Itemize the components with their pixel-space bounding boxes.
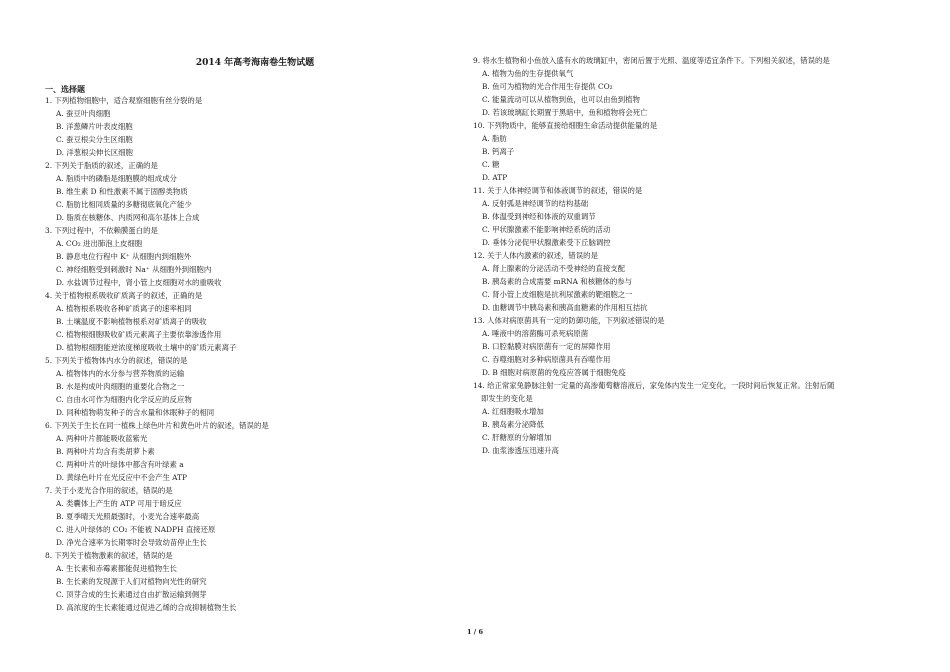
question-stem: 8. 下列关于植物激素的叙述，错误的是 xyxy=(45,550,173,560)
question-stem: 14. 给正常家兔静脉注射一定量的高渗葡萄糖溶液后，家兔体内发生一定变化，一段时间后恢复正常。注射后随 xyxy=(473,380,835,390)
answer-option: C. 进入叶绿体的 CO₂ 不能被 NADPH 直接还原 xyxy=(56,524,216,534)
answer-option: A. 脂质中的磷脂是细胞膜的组成成分 xyxy=(56,173,177,183)
answer-option: B. 洋葱鳞片叶表皮细胞 xyxy=(56,121,133,131)
question-stem: 13. 人体对病原菌具有一定的防御功能，下列叙述错误的是 xyxy=(473,315,665,325)
answer-option: A. 两种叶片都能吸收蓝紫光 xyxy=(56,433,148,443)
answer-option: B. 胰岛素分泌降低 xyxy=(482,419,544,429)
answer-option: A. 类囊体上产生的 ATP 可用于暗反应 xyxy=(56,498,182,508)
question-stem: 11. 关于人体神经调节和体液调节的叙述，错误的是 xyxy=(473,185,643,195)
answer-option: C. 顶芽合成的生长素通过自由扩散运输到侧芽 xyxy=(56,589,207,599)
question-stem: 4. 关于植物根系吸收矿质离子的叙述，正确的是 xyxy=(45,290,203,300)
answer-option: A. 蚕豆叶肉细胞 xyxy=(56,108,111,118)
section-heading: 一、选择题 xyxy=(45,84,85,94)
answer-option: D. 同种植物萌发种子的含水量和休眠种子的相同 xyxy=(56,407,215,417)
answer-option: D. 水盐调节过程中，肾小管上皮细胞对水的重吸收 xyxy=(56,277,222,287)
answer-option: A. 肾上腺素的分泌活动不受神经的直接支配 xyxy=(482,263,626,273)
question-stem: 6. 下列关于生长在同一植株上绿色叶片和黄色叶片的叙述，错误的是 xyxy=(45,420,269,430)
answer-option: B. 土壤温度不影响植物根系对矿质离子的吸收 xyxy=(56,316,207,326)
answer-option: D. 脂质在核糖体、内质网和高尔基体上合成 xyxy=(56,212,200,222)
question-stem: 10. 下列物质中，能够直接给细胞生命活动提供能量的是 xyxy=(473,120,658,130)
answer-option: C. 脂肪比相同质量的多糖彻底氧化产能少 xyxy=(56,199,192,209)
answer-option: A. CO₂ 进出肺泡上皮细胞 xyxy=(56,238,143,248)
answer-option: C. 自由水可作为细胞内化学反应的反应物 xyxy=(56,394,192,404)
question-stem: 2. 下列关于脂质的叙述，正确的是 xyxy=(45,160,158,170)
answer-option: A. 反射弧是神经调节的结构基础 xyxy=(482,198,589,208)
answer-option: D. 净光合速率为长期零时会导致幼苗停止生长 xyxy=(56,537,207,547)
answer-option: D. 垂体分泌促甲状腺激素受下丘脑调控 xyxy=(482,237,611,247)
answer-option: C. 甲状腺激素不能影响神经系统的活动 xyxy=(482,224,611,234)
answer-option: C. 能量流动可以从植物到鱼，也可以由鱼到植物 xyxy=(482,94,640,104)
question-stem: 7. 关于小麦光合作用的叙述，错误的是 xyxy=(45,485,173,495)
answer-option: B. 夏季晴天光照最强时，小麦光合速率最高 xyxy=(56,511,200,521)
document-title: 2014 年高考海南卷生物试题 xyxy=(195,58,315,68)
answer-option: D. 植物根细胞能逆浓度梯度吸收土壤中的矿质元素离子 xyxy=(56,342,237,352)
answer-option: A. 植物体内的水分参与营养物质的运输 xyxy=(56,368,185,378)
answer-option: C. 糖 xyxy=(482,159,500,169)
answer-option: C. 吞噬细胞对多种病原菌具有吞噬作用 xyxy=(482,354,611,364)
page-number: 1 / 6 xyxy=(467,628,483,636)
answer-option: B. 口腔黏膜对病原菌有一定的屏障作用 xyxy=(482,341,611,351)
answer-option: B. 静息电位行程中 K⁺ 从细胞内到细胞外 xyxy=(56,251,192,261)
answer-option: B. 维生素 D 和性激素不属于固醇类物质 xyxy=(56,186,188,196)
answer-option: C. 两种叶片的叶绿体中都含有叶绿素 a xyxy=(56,459,184,469)
question-stem: 9. 将水生植物和小鱼放入盛有水的玻璃缸中，密闭后置于光照、温度等适宜条件下。下列相关叙述，错误的是 xyxy=(473,55,830,65)
answer-option: B. 生长素的发现源于人们对植物向光性的研究 xyxy=(56,576,207,586)
answer-option: B. 鱼可为植物的光合作用生存提供 CO₂ xyxy=(482,81,613,91)
answer-option: B. 水是构成叶肉细胞的重要化合物之一 xyxy=(56,381,185,391)
answer-option: D. 黄绿色叶片在光反应中不会产生 ATP xyxy=(56,472,188,482)
question-stem: 12. 关于人体内激素的叙述，错误的是 xyxy=(473,250,598,260)
answer-option: C. 蚕豆根尖分生区细胞 xyxy=(56,134,133,144)
answer-option: A. 植物为鱼的生存提供氧气 xyxy=(482,68,574,78)
answer-option: D. 血糖调节中胰岛素和胰高血糖素的作用相互拮抗 xyxy=(482,302,648,312)
answer-option: B. 体温受到神经和体液的双重调节 xyxy=(482,211,596,221)
answer-option: D. B 细胞对病原菌的免疫应答属于细胞免疫 xyxy=(482,367,626,377)
answer-option: C. 神经细胞受到刺激时 Na⁺ 从细胞外到细胞内 xyxy=(56,264,212,274)
answer-option: 即发生的变化是 xyxy=(481,393,533,403)
answer-option: C. 肝糖原的分解增加 xyxy=(482,432,552,442)
answer-option: A. 红细胞吸水增加 xyxy=(482,406,544,416)
answer-option: D. 洋葱根尖伸长区细胞 xyxy=(56,147,133,157)
question-stem: 5. 下列关于植物体内水分的叙述，错误的是 xyxy=(45,355,188,365)
answer-option: B. 胰岛素的合成需要 mRNA 和核糖体的参与 xyxy=(482,276,633,286)
answer-option: A. 植物根系吸收各种矿质离子的速率相同 xyxy=(56,303,192,313)
answer-option: C. 植物根细胞吸收矿质元素离子主要依靠渗透作用 xyxy=(56,329,222,339)
answer-option: D. 若该玻璃缸长期置于黑暗中，鱼和植物将会死亡 xyxy=(482,107,648,117)
answer-option: B. 两种叶片均含有类胡萝卜素 xyxy=(56,446,155,456)
answer-option: A. 唾液中的溶菌酶可杀死病原菌 xyxy=(482,328,589,338)
answer-option: D. ATP xyxy=(482,172,508,182)
question-stem: 3. 下列过程中，不依赖膜蛋白的是 xyxy=(45,225,158,235)
answer-option: D. 血浆渗透压迅速升高 xyxy=(482,445,559,455)
answer-option: D. 高浓度的生长素能通过促进乙烯的合成抑制植物生长 xyxy=(56,602,237,612)
answer-option: A. 生长素和赤霉素都能促进植物生长 xyxy=(56,563,177,573)
answer-option: B. 钙离子 xyxy=(482,146,515,156)
answer-option: C. 肾小管上皮细胞是抗利尿激素的靶细胞之一 xyxy=(482,289,633,299)
answer-option: A. 脂肪 xyxy=(482,133,507,143)
question-stem: 1. 下列植物细胞中，适合观察细胞有丝分裂的是 xyxy=(45,95,203,105)
